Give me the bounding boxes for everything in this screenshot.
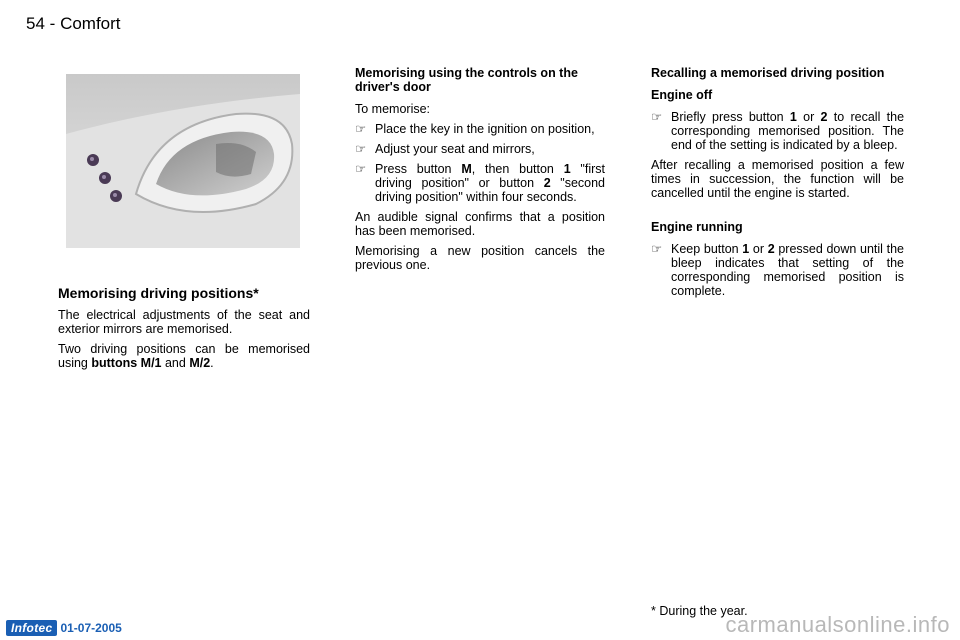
section-title: Comfort [60, 14, 121, 33]
bullet-item: ☞ Press button M, then button 1 "first driving position" or button 2 "second driving position" within four seconds. [355, 162, 606, 204]
footnote: * During the year. [651, 604, 748, 618]
bullet-item: ☞ Keep button 1 or 2 pressed down until the bleep indicates that setting of the corresponding memorised position is complete. [651, 242, 904, 298]
header-separator: - [49, 14, 56, 33]
right-column [651, 66, 904, 304]
pointing-hand-icon: ☞ [651, 110, 663, 124]
infotec-logo: Infotec [6, 620, 57, 636]
subsection-heading: Memorising using the controls on the driver's door [355, 66, 578, 94]
watermark: carmanualsonline.info [725, 612, 950, 637]
subheading-engine-running: Engine running [651, 220, 743, 234]
pointing-hand-icon: ☞ [651, 242, 663, 256]
subheading-engine-off: Engine off [651, 88, 713, 102]
bullet-item: ☞ Briefly press button 1 or 2 to recall the corresponding memorised position. The end of the setting is indicated by a bleep. [651, 110, 905, 152]
page-header [26, 14, 121, 34]
pointing-hand-icon: ☞ [355, 142, 367, 156]
door-panel-photo [66, 74, 300, 248]
subsection-heading: Recalling a memorised driving position [651, 66, 885, 80]
paragraph: An audible signal confirms that a position has been memorised. [355, 210, 605, 238]
bullet-item: ☞ Adjust your seat and mirrors, [355, 142, 535, 156]
paragraph: The electrical adjustments of the seat and exterior mirrors are memorised. [58, 308, 310, 336]
left-column [58, 286, 310, 376]
section-heading: Memorising driving positions* [58, 285, 259, 301]
pointing-hand-icon: ☞ [355, 162, 367, 176]
footer [6, 620, 122, 636]
bullet-item: ☞ Place the key in the ignition on position, [355, 122, 595, 136]
middle-column [355, 66, 605, 278]
paragraph: Two driving positions can be memorised using buttons M/1 and M/2. [58, 342, 310, 370]
door-panel-illustration [66, 74, 300, 248]
paragraph: To memorise: [355, 102, 431, 116]
paragraph: After recalling a memorised position a few times in succession, the function will be cancelled until the engine is started. [651, 158, 904, 200]
page-number: 54 [26, 14, 45, 33]
pointing-hand-icon: ☞ [355, 122, 367, 136]
edition-date: 01-07-2005 [60, 621, 122, 635]
paragraph: Memorising a new position cancels the previous one. [355, 244, 605, 272]
